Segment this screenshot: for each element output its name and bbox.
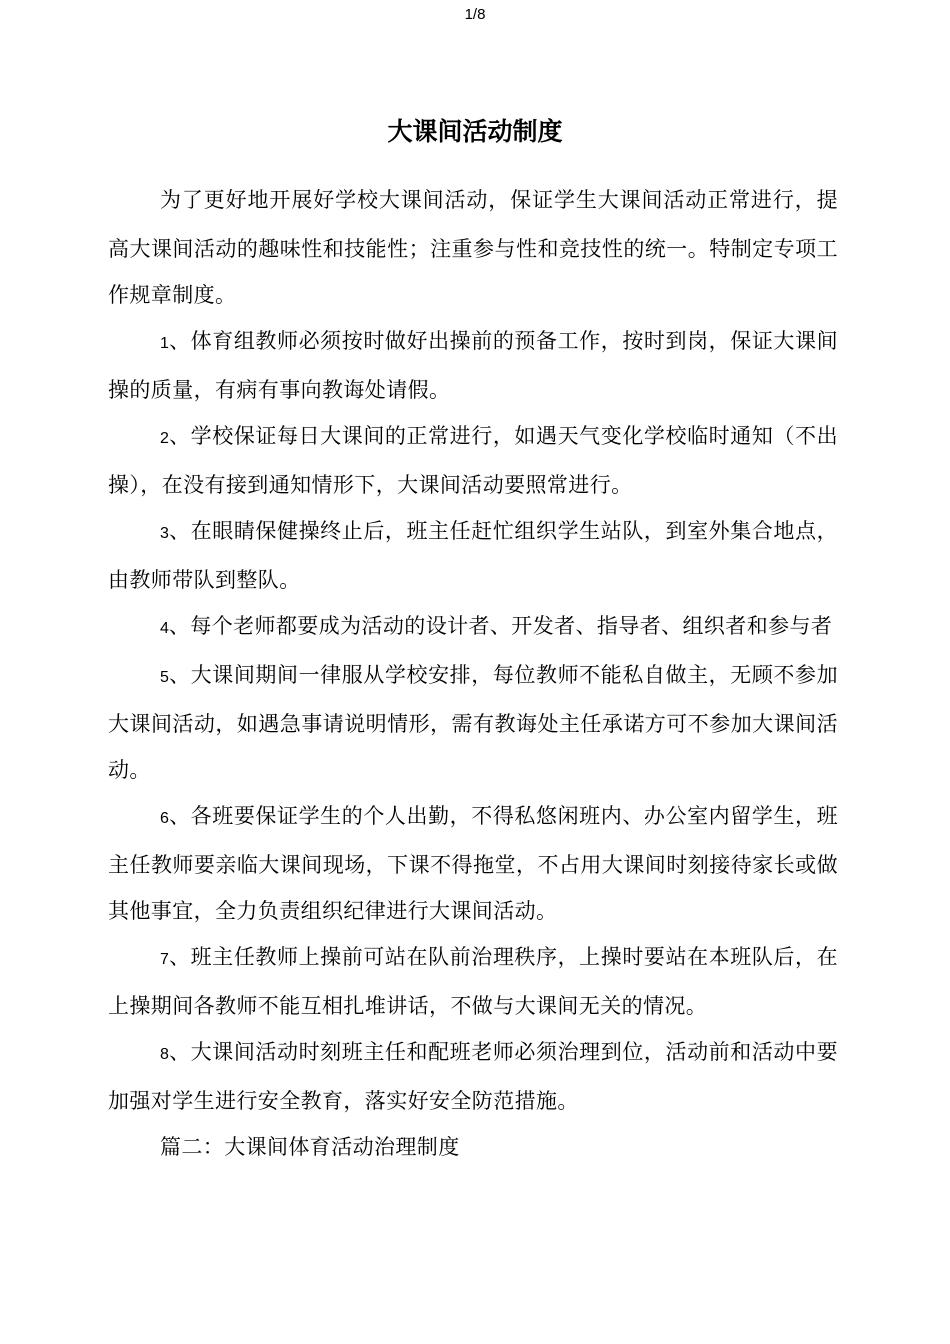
paragraph-number: 1 <box>160 335 169 352</box>
paragraph-number: 5 <box>160 669 169 686</box>
rule-1-paragraph <box>108 318 838 413</box>
paragraph-text: 、每个老师都要成为活动的设计者、开发者、指导者、组织者和参与者 <box>168 614 833 638</box>
rule-7-paragraph <box>108 934 838 1029</box>
section-heading-paragraph <box>108 1124 838 1173</box>
paragraph-text: 、在眼睛保健操终止后，班主任赶忙组织学生站队，到室外集合地点，由教师带队到整队。 <box>108 519 838 592</box>
paragraph-number: 7 <box>160 951 169 968</box>
rule-5-paragraph <box>108 652 838 793</box>
rule-8-paragraph <box>108 1029 838 1124</box>
paragraph-text: 、班主任教师上操前可站在队前治理秩序，上操时要站在本班队后，在上操期间各教师不能互相扎堆讲话，不做与大课间无关的情况。 <box>108 945 838 1018</box>
paragraph-number: 4 <box>160 620 169 637</box>
paragraph-number: 2 <box>160 430 169 447</box>
paragraph-number: 6 <box>160 810 169 827</box>
paragraph-number: 3 <box>160 525 169 542</box>
document-title: 大课间活动制度 <box>387 117 563 146</box>
page-number: 1/8 <box>464 6 486 23</box>
rule-4-paragraph <box>108 603 838 652</box>
paragraph-text: 、学校保证每日大课间的正常进行，如遇天气变化学校临时通知（不出操），在没有接到通知情形下，大课间活动要照常进行。 <box>108 424 838 497</box>
paragraph-text: 为了更好地开展好学校大课间活动，保证学生大课间活动正常进行，提高大课间活动的趣味性和技能性；注重参与性和竞技性的统一。特制定专项工作规章制度。 <box>108 188 838 307</box>
intro-paragraph <box>108 177 838 318</box>
paragraph-text: 、大课间活动时刻班主任和配班老师必须治理到位，活动前和活动中要加强对学生进行安全教育，落实好安全防范措施。 <box>108 1040 838 1113</box>
rule-3-paragraph <box>108 508 838 603</box>
paragraph-text: 篇二：大课间体育活动治理制度 <box>160 1135 460 1159</box>
rule-6-paragraph <box>108 793 838 934</box>
paragraph-text: 、各班要保证学生的个人出勤，不得私悠闲班内、办公室内留学生，班主任教师要亲临大课间现场，下课不得拖堂，不占用大课间时刻接待家长或做其他事宜，全力负责组织纪律进行大课间活动。 <box>108 804 838 923</box>
paragraph-text: 、体育组教师必须按时做好出操前的预备工作，按时到岗，保证大课间操的质量，有病有事向教诲处请假。 <box>108 329 838 402</box>
paragraph-number: 8 <box>160 1046 169 1063</box>
document-body <box>108 177 838 1173</box>
rule-2-paragraph <box>108 413 838 508</box>
paragraph-text: 、大课间期间一律服从学校安排，每位教师不能私自做主，无顾不参加大课间活动，如遇急事请说明情形，需有教诲处主任承诺方可不参加大课间活动。 <box>108 663 838 782</box>
